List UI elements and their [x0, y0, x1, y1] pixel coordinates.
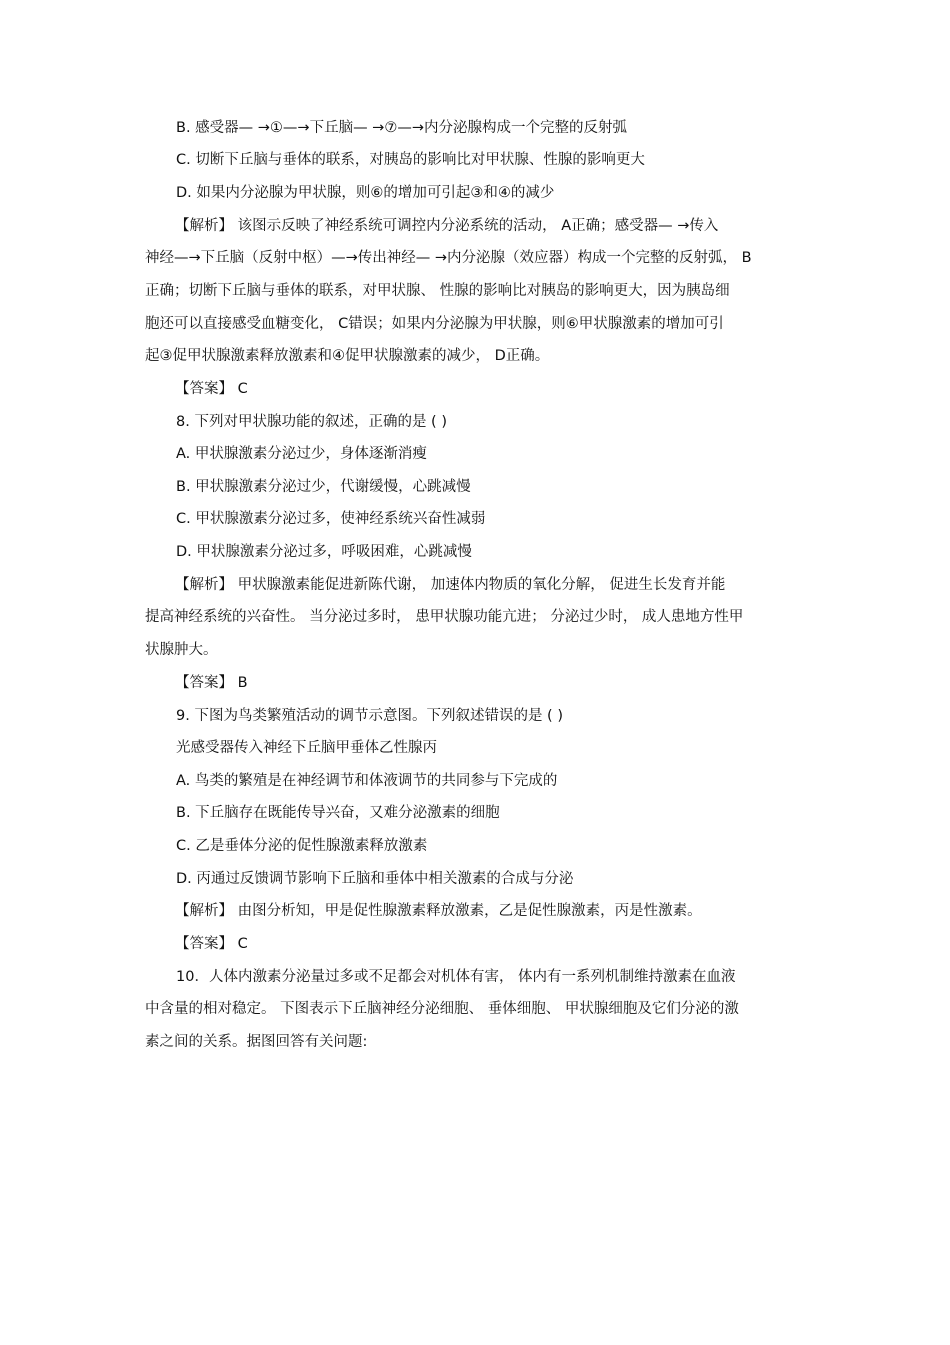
q7-answer: 【答案】 C [175, 381, 248, 397]
q9-option-a: A. 鸟类的繁殖是在神经调节和体液调节的共同参与下完成的 [176, 773, 558, 789]
q10-stem-line: 中含量的相对稳定。 下图表示下丘脑神经分泌细胞、 垂体细胞、 甲状腺细胞及它们分泌的激 [145, 1001, 739, 1017]
q7-analysis-line: 起③促甲状腺激素释放激素和④促甲状腺激素的减少， D正确。 [145, 348, 550, 364]
q8-analysis-line: 状腺肿大。 [145, 642, 218, 658]
q9-option-d: D. 丙通过反馈调节影响下丘脑和垂体中相关激素的合成与分泌 [176, 871, 574, 887]
q7-option-c: C. 切断下丘脑与垂体的联系，对胰岛的影响比对甲状腺、性腺的影响更大 [176, 152, 645, 168]
q7-option-b: B. 感受器— →①—→下丘脑— →⑦—→内分泌腺构成一个完整的反射弧 [176, 120, 627, 136]
q8-option-b: B. 甲状腺激素分泌过少，代谢缓慢，心跳减慢 [176, 479, 471, 495]
q7-analysis-line: 正确；切断下丘脑与垂体的联系，对甲状腺、 性腺的影响比对胰岛的影响更大，因为胰岛细 [145, 283, 730, 299]
q7-analysis-line: 神经—→下丘脑（反射中枢）—→传出神经— →内分泌腺（效应器）构成一个完整的反射弧， B [145, 250, 752, 266]
q8-option-d: D. 甲状腺激素分泌过多，呼吸困难，心跳减慢 [176, 544, 472, 560]
q7-analysis-line: 胞还可以直接感受血糖变化， C错误；如果内分泌腺为甲状腺，则⑥甲状腺激素的增加可引 [145, 316, 724, 332]
q9-diagram-text: 光感受器传入神经下丘脑甲垂体乙性腺丙 [176, 740, 437, 756]
q8-stem: 8. 下列对甲状腺功能的叙述，正确的是 ( ) [176, 414, 447, 430]
q8-option-a: A. 甲状腺激素分泌过少，身体逐渐消瘦 [176, 446, 427, 462]
q8-analysis-line: 提高神经系统的兴奋性。 当分泌过多时， 患甲状腺功能亢进； 分泌过少时， 成人患地方性甲 [145, 609, 744, 625]
q7-option-d: D. 如果内分泌腺为甲状腺，则⑥的增加可引起③和④的减少 [176, 185, 555, 201]
q8-answer: 【答案】 B [175, 675, 248, 691]
q8-option-c: C. 甲状腺激素分泌过多，使神经系统兴奋性减弱 [176, 511, 486, 527]
q9-answer: 【答案】 C [175, 936, 248, 952]
q8-analysis-line: 【解析】 甲状腺激素能促进新陈代谢， 加速体内物质的氧化分解， 促进生长发育并能 [175, 577, 726, 593]
q9-option-c: C. 乙是垂体分泌的促性腺激素释放激素 [176, 838, 428, 854]
q9-option-b: B. 下丘脑存在既能传导兴奋，又难分泌激素的细胞 [176, 805, 500, 821]
q9-analysis: 【解析】 由图分析知，甲是促性腺激素释放激素，乙是促性腺激素，丙是性激素。 [175, 903, 702, 919]
q7-analysis-line: 【解析】 该图示反映了神经系统可调控内分泌系统的活动， A正确；感受器— →传入 [175, 218, 719, 234]
q9-stem: 9. 下图为鸟类繁殖活动的调节示意图。下列叙述错误的是 ( ) [176, 708, 563, 724]
q10-stem-line: 素之间的关系。据图回答有关问题: [145, 1034, 368, 1050]
q10-stem-line: 10．人体内激素分泌量过多或不足都会对机体有害， 体内有一系列机制维持激素在血液 [176, 969, 736, 985]
